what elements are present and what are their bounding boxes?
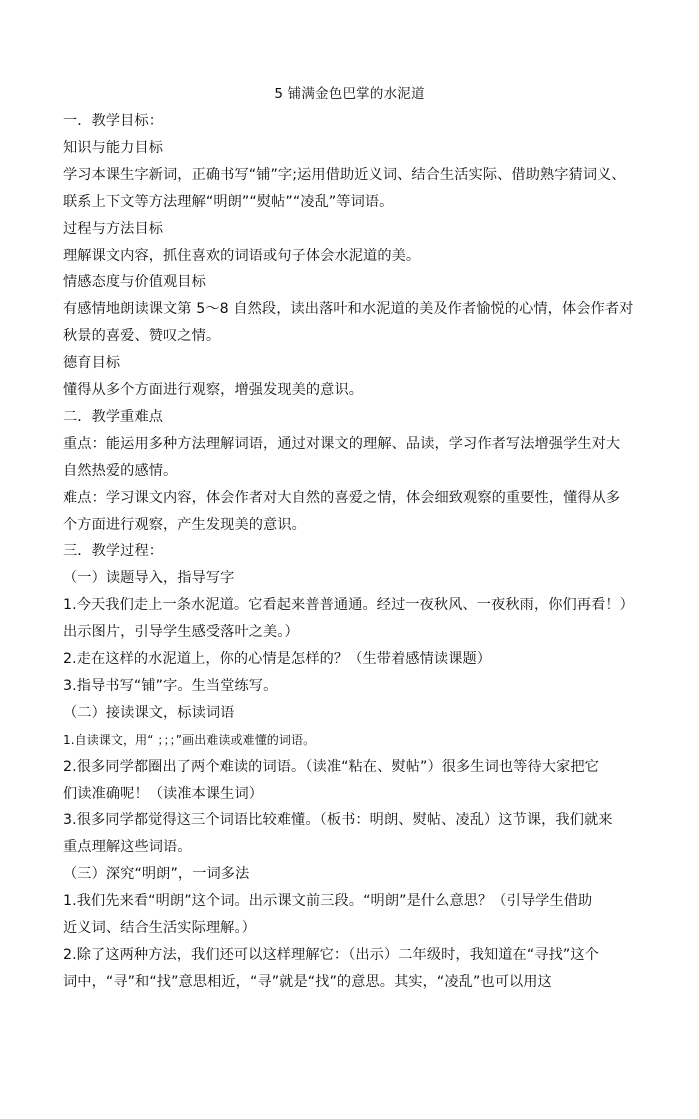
body-line: 1.自读课文，用“ ；；；”画出难读或难懂的词语。 [63, 732, 316, 747]
body-line: 有感情地朗读课文第 5～8 自然段，读出落叶和水泥道的美及作者愉悦的心情，体会作者对 [63, 301, 634, 318]
body-line: 们读准确呢！（读准本课生词） [63, 785, 264, 802]
body-line: 词中，“寻”和“找”意思相近，“寻”就是“找”的意思。其实，“凌乱”也可以用这 [63, 973, 552, 990]
body-line: 1.今天我们走上一条水泥道。它看起来普普通通。经过一夜秋风、一夜秋雨，你们再看！） [63, 597, 634, 614]
body-line: 过程与方法目标 [63, 220, 164, 237]
body-line: 2.除了这两种方法，我们还可以这样理解它：（出示）二年级时，我知道在“寻找”这个 [63, 946, 599, 963]
body-line: 出示图片，引导学生感受落叶之美。） [63, 624, 299, 641]
body-line: （二）接读课文，标读词语 [63, 704, 235, 721]
body-line: 重点理解这些词语。 [63, 839, 192, 856]
body-line: 3.指导书写“铺”字。生当堂练写。 [63, 677, 278, 694]
document-title: 5 铺满金色巴掌的水泥道 [274, 86, 425, 102]
body-line: 近义词、结合生活实际理解。） [63, 920, 256, 936]
body-line: 一．教学目标： [63, 113, 164, 129]
body-line: 德育目标 [63, 355, 121, 372]
body-line: 自然热爱的感情。 [63, 462, 178, 479]
body-line: 情感态度与价值观目标 [63, 274, 206, 291]
body-line: （一）读题导入，指导写字 [63, 570, 235, 587]
body-line: 秋景的喜爱、赞叹之情。 [63, 328, 221, 345]
body-line: 三．教学过程： [63, 543, 164, 560]
body-line: 理解课文内容，抓住喜欢的词语或句子体会水泥道的美。 [63, 247, 421, 264]
body-line: 3.很多同学都觉得这三个词语比较难懂。（板书：明朗、熨帖、凌乱）这节课，我们就来 [63, 812, 613, 829]
body-line: 知识与能力目标 [63, 139, 164, 156]
body-line: （三）深究“明朗”，一词多法 [63, 866, 250, 883]
body-line: 2.走在这样的水泥道上，你的心情是怎样的？（生带着感情读课题） [63, 651, 492, 667]
body-line: 2.很多同学都圈出了两个难读的词语。（读准“粘在、熨帖”）很多生词也等待大家把它 [63, 758, 599, 775]
body-line: 二．教学重难点 [63, 408, 164, 425]
body-line: 1.我们先来看“明朗”这个词。出示课文前三段。“明朗”是什么意思？（引导学生借助 [63, 893, 593, 910]
body-line: 重点：能运用多种方法理解词语，通过对课文的理解、品读，学习作者写法增强学生对大 [63, 435, 621, 452]
body-line: 懂得从多个方面进行观察，增强发现美的意识。 [63, 382, 364, 398]
body-line: 个方面进行观察，产生发现美的意识。 [63, 516, 306, 533]
body-line: 联系上下文等方法理解“明朗”“熨帖”“凌乱”等词语。 [63, 193, 394, 210]
body-line: 学习本课生字新词，正确书写“铺”字;运用借助近义词、结合生活实际、借助熟字猜词义、 [63, 166, 626, 183]
body-line: 难点：学习课文内容，体会作者对大自然的喜爱之情，体会细致观察的重要性，懂得从多 [63, 489, 621, 506]
